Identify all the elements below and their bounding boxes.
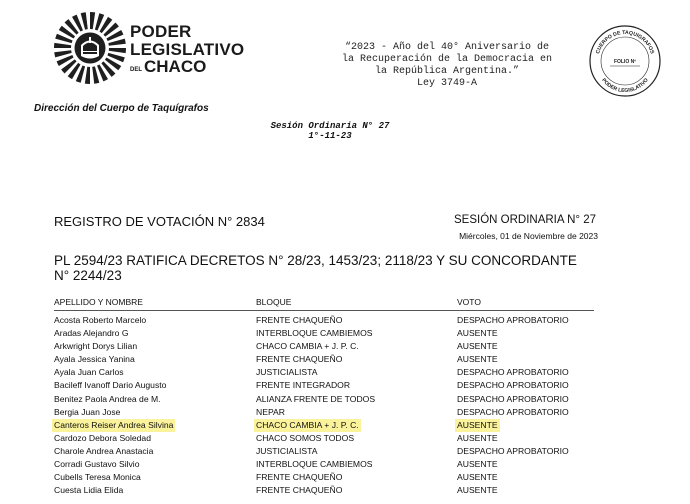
logo-ray [92, 66, 99, 83]
logo-ray [109, 48, 126, 53]
member-bloc: JUSTICIALISTA [256, 445, 318, 456]
member-name: Benitez Paola Andrea de M. [54, 393, 161, 404]
motto-line: la República Argentina.” [374, 66, 520, 77]
member-name: Ayala Jessica Yanina [54, 354, 135, 365]
member-vote: AUSENTE [457, 341, 498, 352]
seal-bottom-text: PODER LEGISLATIVO [600, 77, 650, 95]
logo-ray [54, 50, 71, 57]
member-name: Acosta Roberto Marcelo [54, 315, 147, 325]
member-bloc: FRENTE CHAQUEÑO [256, 485, 343, 496]
logo-text-line3 [130, 58, 206, 75]
table-row [54, 471, 594, 484]
member-bloc: CHACO SOMOS TODOS [256, 432, 355, 443]
official-motto [322, 42, 572, 90]
member-vote: AUSENTE [457, 432, 498, 443]
member-name: Cubells Teresa Monica [54, 472, 141, 483]
logo-text-del: DEL [130, 67, 142, 73]
member-bloc: CHACO CAMBIA + J. P. C. [254, 419, 361, 432]
member-name: Corradi Gustavo Silvio [54, 459, 140, 470]
member-vote: DESPACHO APROBATORIO [457, 367, 569, 378]
member-bloc: NEPAR [256, 406, 285, 417]
seal-center-text: FOLIO Nº [613, 59, 637, 65]
logo-ray [108, 39, 125, 46]
member-name: Cardozo Debora Soledad [54, 432, 151, 443]
logo-text-line1: PODER [130, 22, 192, 41]
folio-seal [588, 24, 662, 98]
vote-record-title: REGISTRO DE VOTACIÓN N° 2834 [54, 214, 265, 229]
member-vote: AUSENTE [457, 472, 498, 483]
table-row [54, 445, 594, 458]
member-name: Ayala Juan Carlos [54, 367, 124, 378]
table-row [54, 314, 594, 327]
table-row [54, 340, 594, 353]
motto-line: “2023 - Año del 40° Aniversario de [344, 42, 550, 53]
member-vote: AUSENTE [457, 354, 498, 365]
table-row [54, 379, 594, 392]
member-vote: DESPACHO APROBATORIO [457, 445, 569, 456]
session-label: SESIÓN ORDINARIA N° 27 [454, 214, 596, 226]
member-bloc: INTERBLOQUE CAMBIEMOS [256, 328, 373, 339]
seal-top-text: CUERPO DE TAQUIGRAFOS [595, 29, 655, 55]
member-bloc: FRENTE CHAQUEÑO [256, 315, 343, 325]
member-name: Arkwright Dorys Lilian [54, 341, 138, 352]
header-divider [54, 310, 594, 311]
member-bloc: ALIANZA FRENTE DE TODOS [256, 393, 376, 404]
member-name: Canteros Reiser Andrea Silvina [52, 419, 175, 432]
table-row [54, 432, 594, 445]
member-vote: DESPACHO APROBATORIO [457, 315, 569, 325]
member-vote: DESPACHO APROBATORIO [457, 406, 569, 417]
member-vote: AUSENTE [457, 459, 498, 470]
member-bloc: FRENTE CHAQUEÑO [256, 354, 343, 365]
table-row [54, 419, 594, 432]
member-name: Aradas Alejandro G [54, 328, 129, 339]
member-bloc: INTERBLOQUE CAMBIEMOS [256, 459, 373, 470]
logo-ray [90, 12, 95, 29]
member-bloc: CHACO CAMBIA + J. P. C. [256, 341, 359, 352]
bill-title: PL 2594/23 RATIFICA DECRETOS N° 28/23, 1453/23; 2118/23 Y SU CONCORDANTE N° 2244/23 [54, 253, 577, 283]
member-name: Bergia Juan Jose [54, 406, 121, 417]
member-name: Charole Andrea Anastacia [54, 445, 154, 456]
logo-text-chaco: CHACO [144, 57, 207, 76]
vote-table [54, 314, 594, 497]
member-bloc: FRENTE INTEGRADOR [256, 380, 351, 391]
session-date: Miércoles, 01 de Noviembre de 2023 [459, 231, 598, 241]
table-row [54, 484, 594, 497]
table-row [54, 458, 594, 471]
member-vote: AUSENTE [455, 419, 500, 432]
column-header-vote: VOTO [457, 297, 481, 307]
department-name: Dirección del Cuerpo de Taquígrafos [34, 103, 209, 114]
logo-text-line2: LEGISLATIVO [130, 40, 245, 59]
column-header-bloc: BLOQUE [256, 297, 292, 307]
member-bloc: JUSTICIALISTA [256, 367, 318, 378]
member-vote: AUSENTE [457, 485, 498, 496]
session-header-title: Sesión Ordinaria N° 27 [270, 121, 390, 131]
column-header-name: APELLIDO Y NOMBRE [54, 297, 143, 307]
motto-line: Ley 3749-A [416, 78, 477, 89]
table-row [54, 366, 594, 379]
table-row [54, 327, 594, 340]
table-row [54, 393, 594, 406]
member-vote: DESPACHO APROBATORIO [457, 393, 569, 404]
poder-legislativo-logo [52, 10, 128, 86]
member-name: Bacileff Ivanoff Dario Augusto [54, 380, 167, 391]
member-vote: AUSENTE [457, 328, 498, 339]
member-bloc: FRENTE CHAQUEÑO [256, 472, 343, 483]
table-row [54, 406, 594, 419]
logo-ray [81, 12, 88, 29]
logo-ray [54, 43, 71, 48]
table-row [54, 353, 594, 366]
motto-line: la Recuperación de la Democracia en [341, 54, 553, 65]
member-vote: DESPACHO APROBATORIO [457, 380, 569, 391]
session-header-date: 1°-11-23 [308, 131, 352, 141]
member-name: Cuesta Lidia Elida [54, 485, 124, 496]
logo-ray [85, 67, 90, 84]
